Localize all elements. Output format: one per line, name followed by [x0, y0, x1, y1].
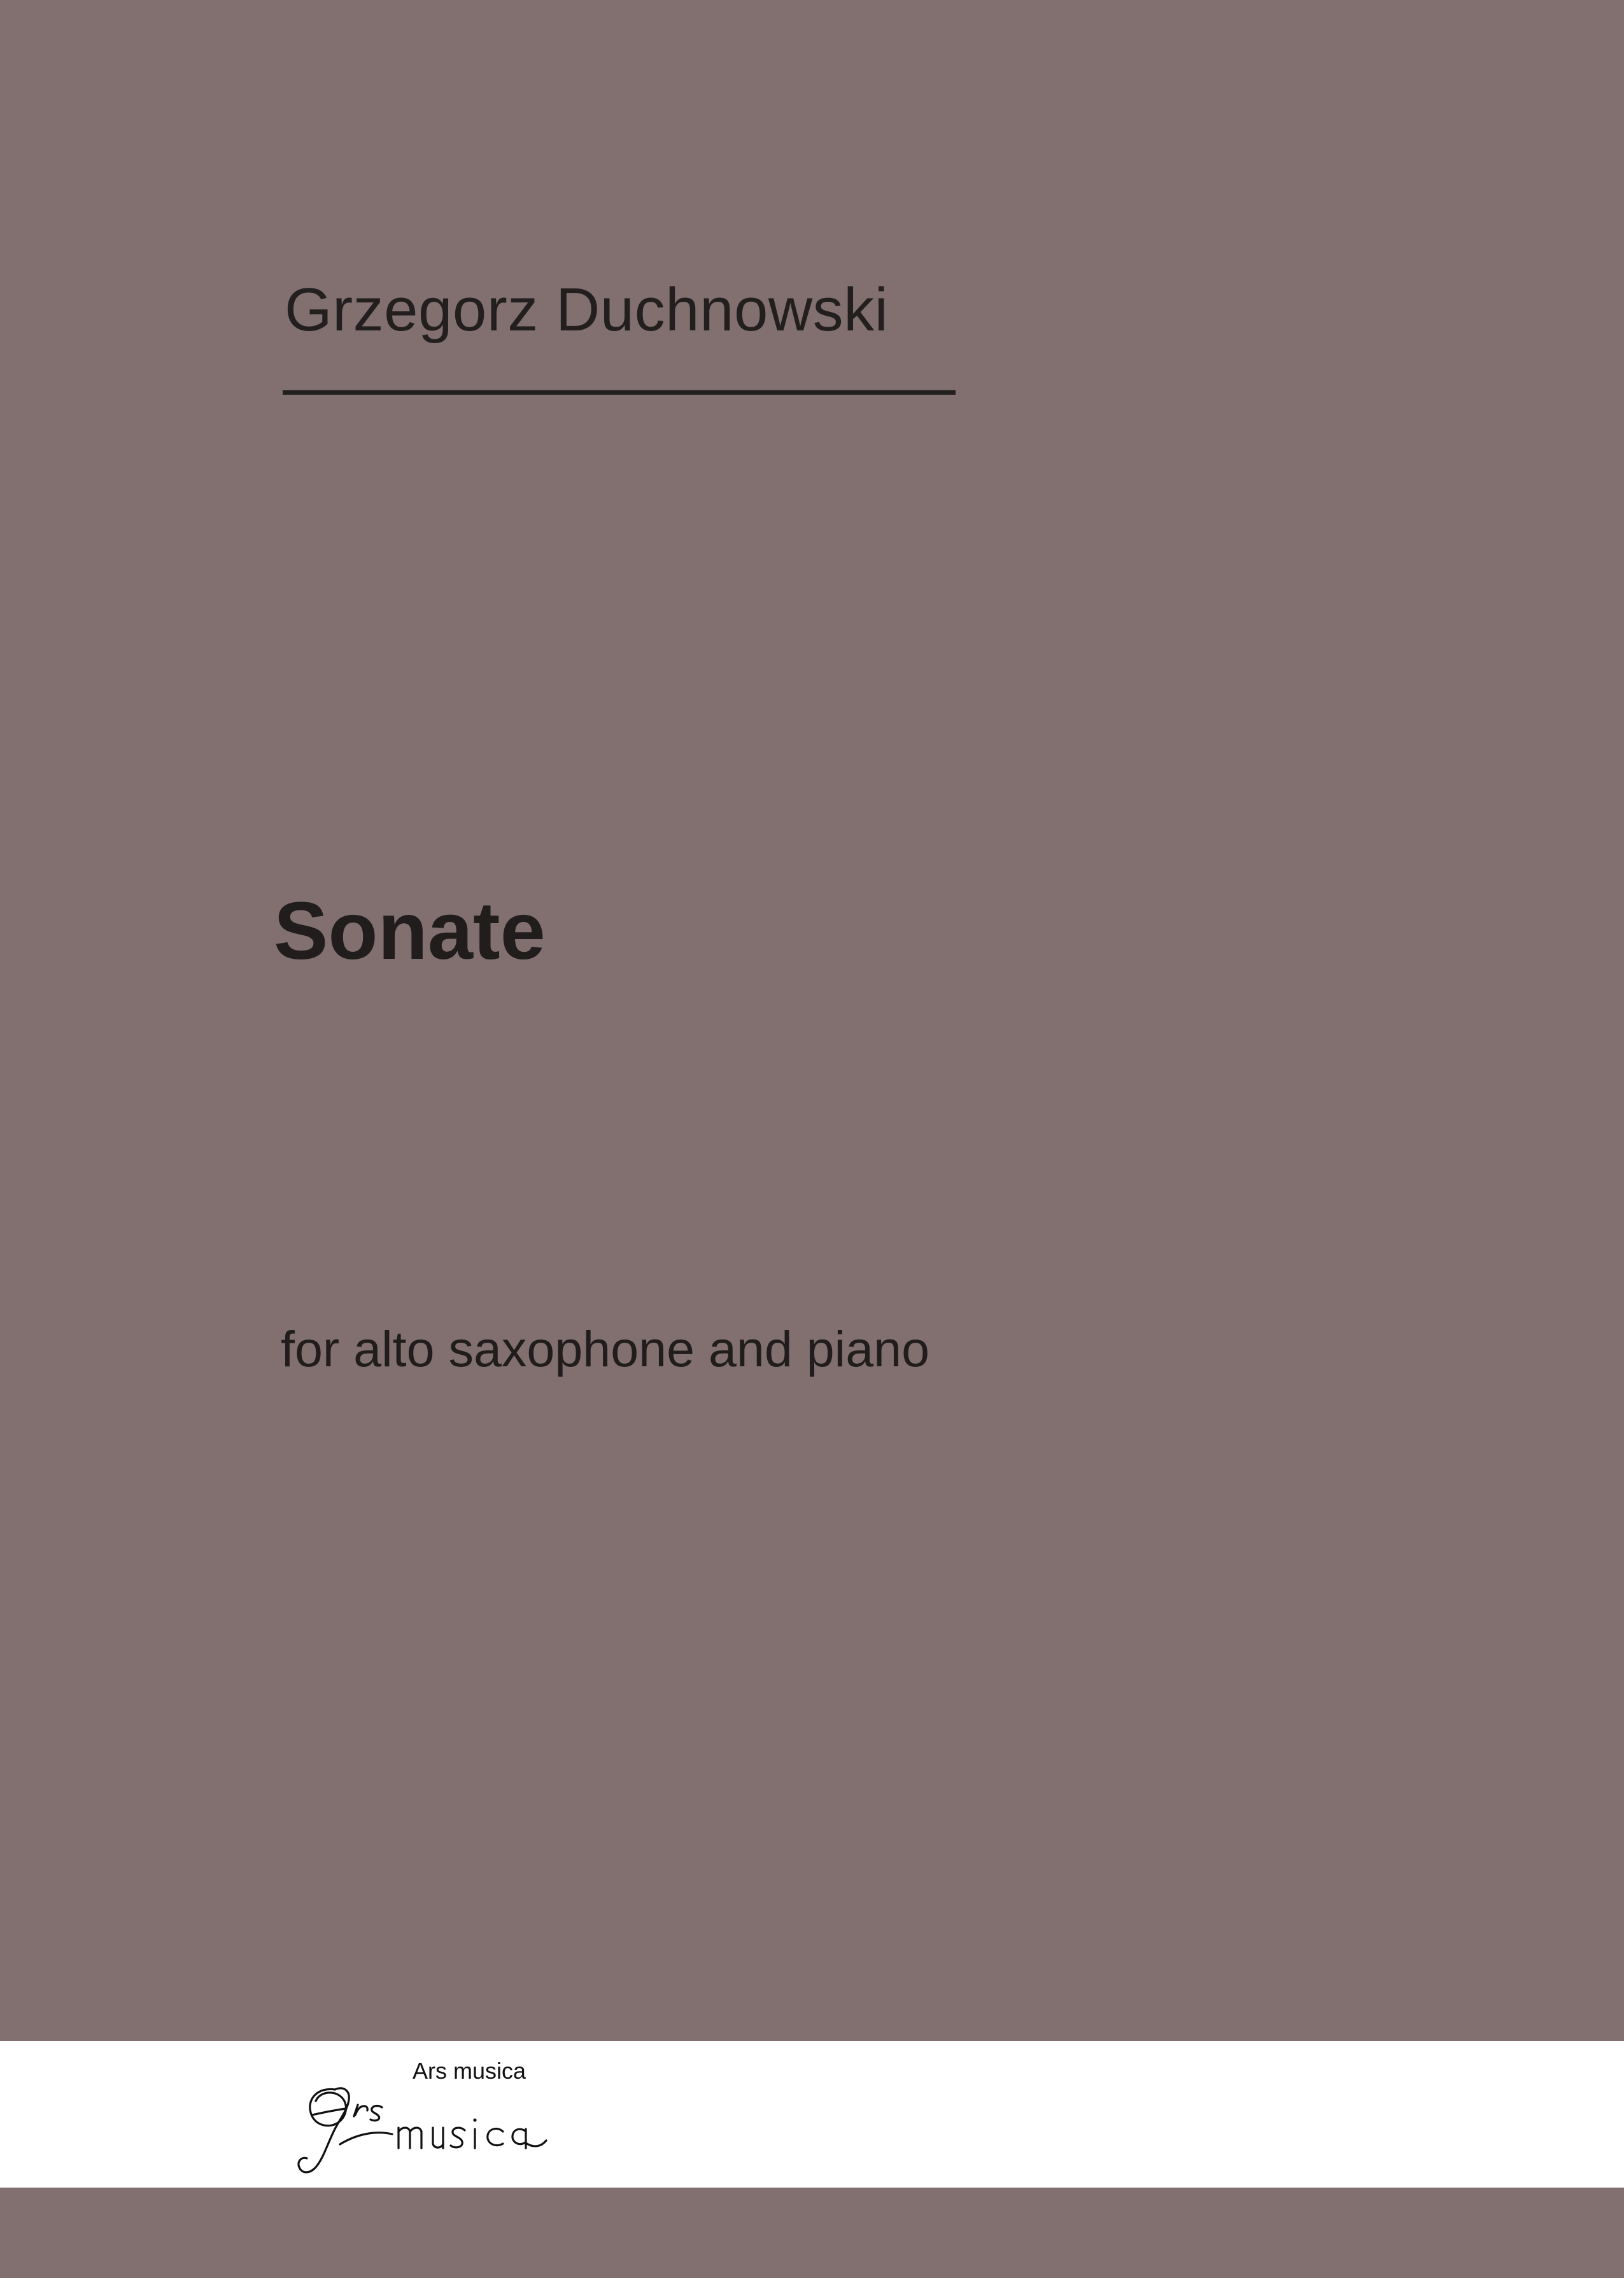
composer-divider-rule	[283, 390, 956, 395]
publisher-name: Ars musica	[413, 2058, 526, 2084]
instrumentation-subtitle: for alto saxophone and piano	[281, 1320, 930, 1377]
bottom-color-strip	[0, 2188, 1624, 2278]
composer-name: Grzegorz Duchnowski	[285, 276, 889, 344]
ars-musica-script-icon	[274, 2068, 605, 2176]
publisher-band	[0, 2041, 1624, 2188]
page-title: Sonate	[274, 886, 546, 977]
publisher-logo	[274, 2051, 630, 2182]
